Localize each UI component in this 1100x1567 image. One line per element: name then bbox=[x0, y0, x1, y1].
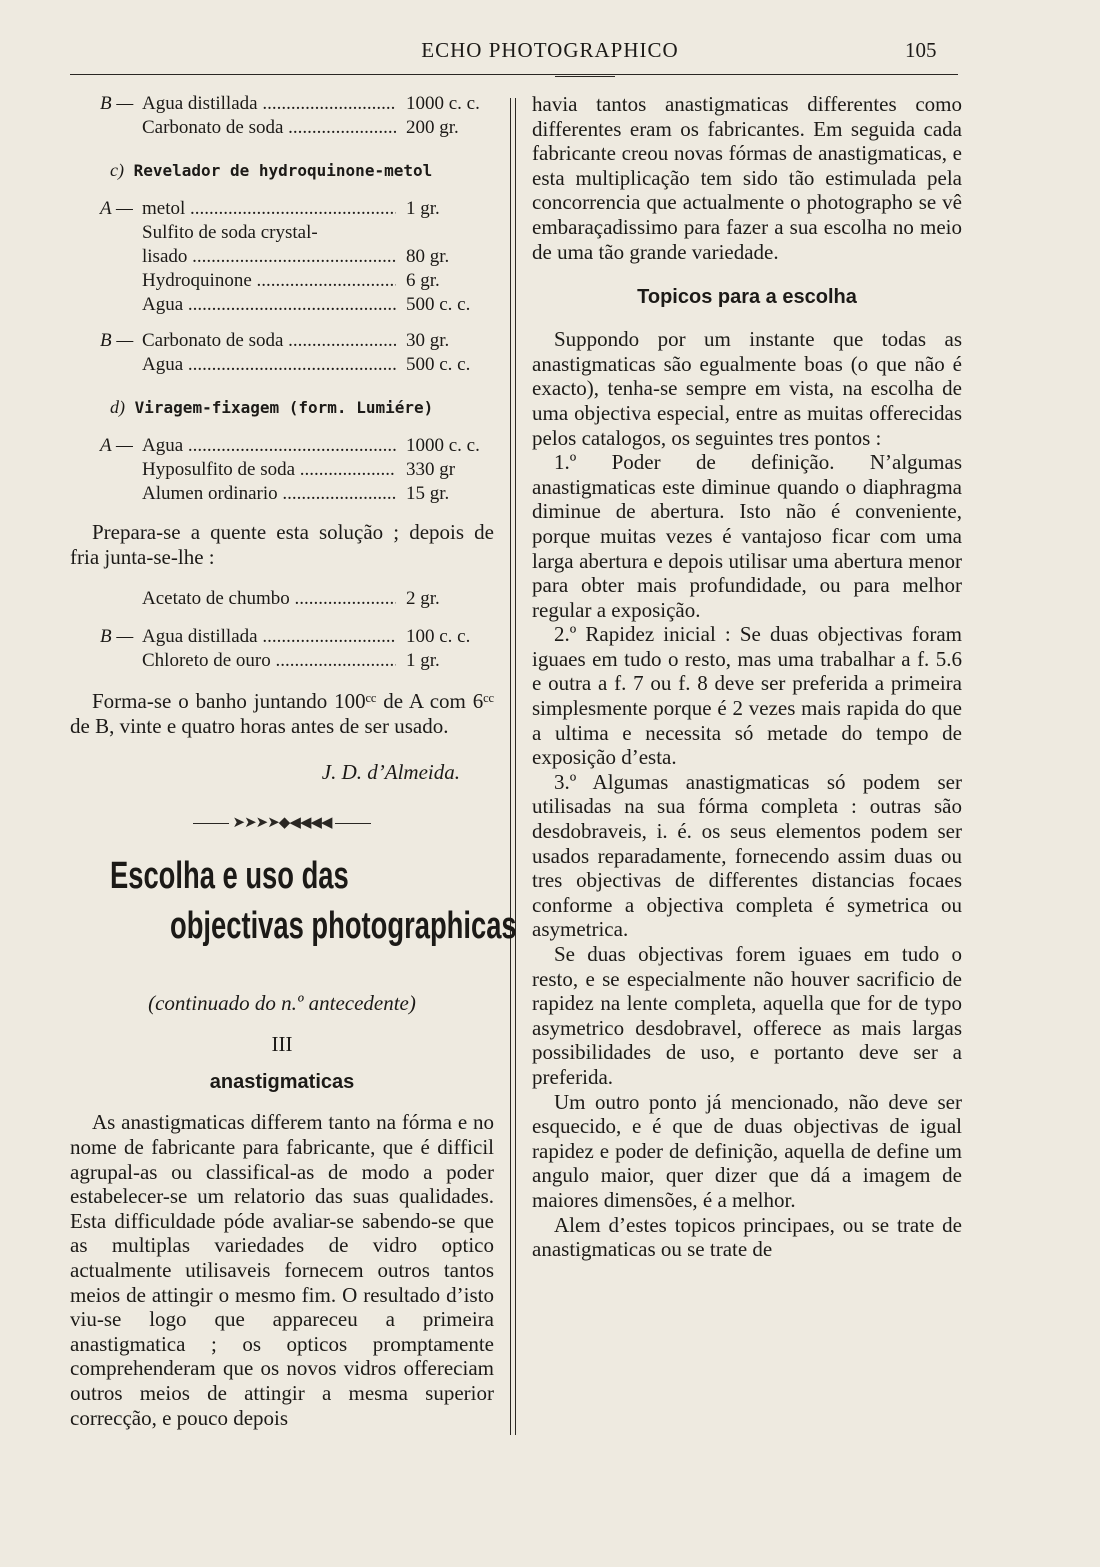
recipe-line bbox=[70, 269, 494, 293]
ornamental-divider: ➤➤➤➤◆◀◀◀◀ bbox=[70, 813, 494, 831]
recipe-quantity bbox=[396, 221, 494, 245]
recipe-solution-label: B — bbox=[100, 93, 134, 114]
left-column bbox=[70, 92, 517, 1430]
recipe-line bbox=[70, 293, 494, 317]
recipe-quantity: 500 c. c. bbox=[406, 294, 471, 315]
recipe-solution-label bbox=[70, 293, 142, 317]
recipe-line bbox=[70, 649, 494, 673]
recipe-solution-label: A — bbox=[100, 198, 133, 219]
recipe-quantity: 500 c. c. bbox=[406, 354, 471, 375]
paragraph-duas-objectivas: Se duas objectivas forem iguaes em tudo o resto, e se especialmente não houver sacrificio de rapidez na lente completa, aquella que for de typo asymetrico desdobravel, offerece as mais largas possibilidades de uso, e portanto deve ser a preferida. bbox=[532, 942, 962, 1089]
recipe-solution-label: B — bbox=[100, 626, 134, 648]
recipe-quantity: 1000 c. c. bbox=[406, 93, 480, 114]
recipe-d-a bbox=[70, 434, 494, 506]
paragraph-main: As anastigmaticas differem tanto na fórma e no nome de fabricante para fabricante, que é difficil agrupal-as ou classifical-as de modo a poder estabelecer-se um relatorio das suas qualidades. Esta difficuldade póde avaliar-se sabendo-se que as multiplas variedades de vidro optico actualmente utilisaveis fornecem outros tantos meios de attingir o mesmo fim. O resultado d’isto viu-se logo que appareceu a primeira anastigmatica ; os opticos promptamente comprehenderam que os novos vidros offereciam outros meios de attingir a mesma superior correcção, e pouco depois bbox=[70, 1110, 494, 1430]
recipe-solution-label bbox=[70, 353, 142, 377]
recipe-ingredient: Agua distillada ..... bbox=[142, 92, 396, 116]
running-header: ECHO PHOTOGRAPHICO bbox=[421, 38, 679, 62]
continued-note: (continuado do n.º antecedente) bbox=[148, 991, 416, 1016]
recipe-quantity: 200 gr. bbox=[406, 117, 459, 138]
recipe-ingredient: Sulfito de soda crystal- bbox=[142, 222, 318, 243]
column-rule-left bbox=[510, 98, 511, 1435]
recipe-b-alkali bbox=[70, 92, 494, 140]
recipe-quantity: 2 gr. bbox=[406, 588, 440, 610]
chapter-number: III bbox=[271, 1032, 293, 1057]
paragraph-suppondo: Suppondo por um instante que todas as anastigmaticas são egualmente boas (o que não é exacto), tenha-se sempre em vista, na escolha de uma objectiva especial, entre as muitas offerecidas pelos catalogos, os seguintes tres pontos : bbox=[532, 327, 962, 450]
recipe-solution-label bbox=[70, 482, 142, 506]
recipe-quantity: 30 gr. bbox=[406, 330, 450, 351]
paragraph-alem: Alem d’estes topicos principaes, ou se trate de anastigmaticas ou se trate de bbox=[532, 1212, 962, 1262]
recipe-ingredient: Acetato de chumbo ..... bbox=[142, 587, 396, 611]
section-heading-anastigmaticas: anastigmaticas bbox=[209, 1071, 355, 1094]
paragraphs-topicos bbox=[532, 327, 962, 1262]
recipe-ingredient: Chloreto de ouro ..... bbox=[142, 649, 396, 673]
recipe-solution-label bbox=[70, 458, 142, 482]
recipe-ingredient: Agua ..... bbox=[142, 353, 396, 377]
heading-revelador: c) Revelador de hydroquinone-metol bbox=[110, 160, 433, 180]
recipe-acetato bbox=[70, 587, 494, 611]
recipe-solution-label: B — bbox=[100, 330, 134, 351]
recipe-quantity: 330 gr bbox=[406, 459, 456, 480]
recipe-line bbox=[70, 116, 494, 140]
recipe-ingredient: Carbonato de soda ..... bbox=[142, 116, 396, 140]
recipe-solution-label bbox=[70, 116, 142, 140]
recipe-line bbox=[70, 221, 494, 245]
recipe-solution-label: A — bbox=[100, 435, 133, 456]
page-number: 105 bbox=[905, 38, 937, 62]
recipe-quantity: 80 gr. bbox=[406, 246, 450, 267]
heading-viragem: d) Viragem-fixagem (form. Lumiére) bbox=[110, 397, 434, 417]
recipe-ingredient: Agua ..... bbox=[142, 434, 396, 458]
recipe-line bbox=[70, 245, 494, 269]
recipe-solution-label bbox=[70, 649, 142, 673]
recipe-line bbox=[70, 458, 494, 482]
author-signature: J. D. d’Almeida. bbox=[321, 760, 460, 785]
recipe-ingredient: Hydroquinone ..... bbox=[142, 269, 396, 293]
recipe-ingredient: Carbonato de soda ..... bbox=[142, 329, 396, 353]
recipe-line bbox=[70, 434, 494, 458]
recipe-quantity: 100 c. c. bbox=[406, 626, 471, 648]
recipe-solution-label bbox=[70, 587, 142, 611]
recipe-solution-label bbox=[70, 269, 142, 293]
recipe-d-b bbox=[70, 625, 494, 673]
recipe-ingredient: Alumen ordinario ..... bbox=[142, 482, 396, 506]
recipe-ingredient: Agua distillada ..... bbox=[142, 625, 396, 649]
paragraph-forma: Forma-se o banho juntando 100ᶜᶜ de A com 6ᶜᶜ de B, vinte e quatro horas antes de ser usado. bbox=[70, 689, 494, 738]
recipe-line bbox=[70, 482, 494, 506]
recipe-line bbox=[70, 625, 494, 649]
recipe-line bbox=[70, 329, 494, 353]
paragraph-point-2: 2.º Rapidez inicial : Se duas objectivas foram iguaes em tudo o resto, mas uma trabalhar a f. 5.6 e outra a f. 7 ou f. 8 deve ser preferida a primeira simplesmente porque é 2 vezes mais rapida do que a ultima e necessita só metade do tempo de exposição d’esta. bbox=[532, 622, 962, 770]
recipe-quantity: 1000 c. c. bbox=[406, 435, 480, 456]
recipe-ingredient: Agua ..... bbox=[142, 293, 396, 317]
right-column bbox=[532, 92, 962, 1262]
article-title-line-1: Escolha e uso das bbox=[110, 855, 349, 898]
recipe-solution-label bbox=[70, 245, 142, 269]
paragraph-outro-ponto: Um outro ponto já mencionado, não deve ser esquecido, e é que de duas objectivas de igual rapidez e poder de definição, aquella de define um angulo maior, quer dizer que dá a imagem de maiores dimensões, é a melhor. bbox=[532, 1089, 962, 1212]
recipe-ingredient: metol ..... bbox=[142, 197, 396, 221]
recipe-ingredient: Hyposulfito de soda ..... bbox=[142, 458, 396, 482]
recipe-line bbox=[70, 353, 494, 377]
section-heading-topicos: Topicos para a escolha bbox=[637, 286, 857, 309]
header-rule bbox=[70, 74, 958, 75]
paragraph-point-1: 1.º Poder de definição. N’algumas anastigmaticas este diminue quando o diaphragma diminue de abertura. Isto não é conveniente, porque muitas vezes é vantajoso ficar com uma larga abertura e depois utilisar uma abertura menor para obter mais profundidade, ou para melhor regular a exposição. bbox=[532, 450, 962, 622]
paragraph-point-3: 3.º Algumas anastigmaticas só podem ser utilisadas na sua fórma completa : outras são desdobraveis, i. é. os seus elementos podem ser usados reparadamente, fornecendo assim duas ou tres objectivas de differentes distancias focaes conforme a objectiva completa é symetrica ou asymetrica. bbox=[532, 769, 962, 942]
recipe-line bbox=[70, 587, 494, 611]
recipe-line bbox=[70, 92, 494, 116]
paragraph-continuation: havia tantos anastigmaticas differentes como differentes eram os fabricantes. Em seguida cada fabricante creou novas fórmas de anastigmaticas, e esta multiplicação tem sido tão estimulada pela concorrencia que actualmente o photographo se vê embaraçadissimo para fazer a sua escolha no meio de uma tão grande variedade. bbox=[532, 92, 962, 264]
recipe-solution-label bbox=[70, 221, 142, 245]
recipe-quantity: 15 gr. bbox=[406, 483, 450, 504]
column-rule-right bbox=[515, 98, 516, 1435]
article-title-line-2: objectivas photographicas bbox=[170, 905, 517, 948]
recipe-quantity: 1 gr. bbox=[406, 650, 440, 672]
recipe-line bbox=[70, 197, 494, 221]
recipe-c-a bbox=[70, 197, 494, 317]
recipe-ingredient: lisado ..... bbox=[142, 245, 396, 269]
recipe-c-b bbox=[70, 329, 494, 377]
header-rule-accent bbox=[555, 76, 615, 77]
recipe-quantity: 1 gr. bbox=[406, 198, 440, 219]
recipe-quantity: 6 gr. bbox=[406, 270, 440, 291]
paragraph-prepara: Prepara-se a quente esta solução ; depois de fria junta-se-lhe : bbox=[70, 520, 494, 569]
